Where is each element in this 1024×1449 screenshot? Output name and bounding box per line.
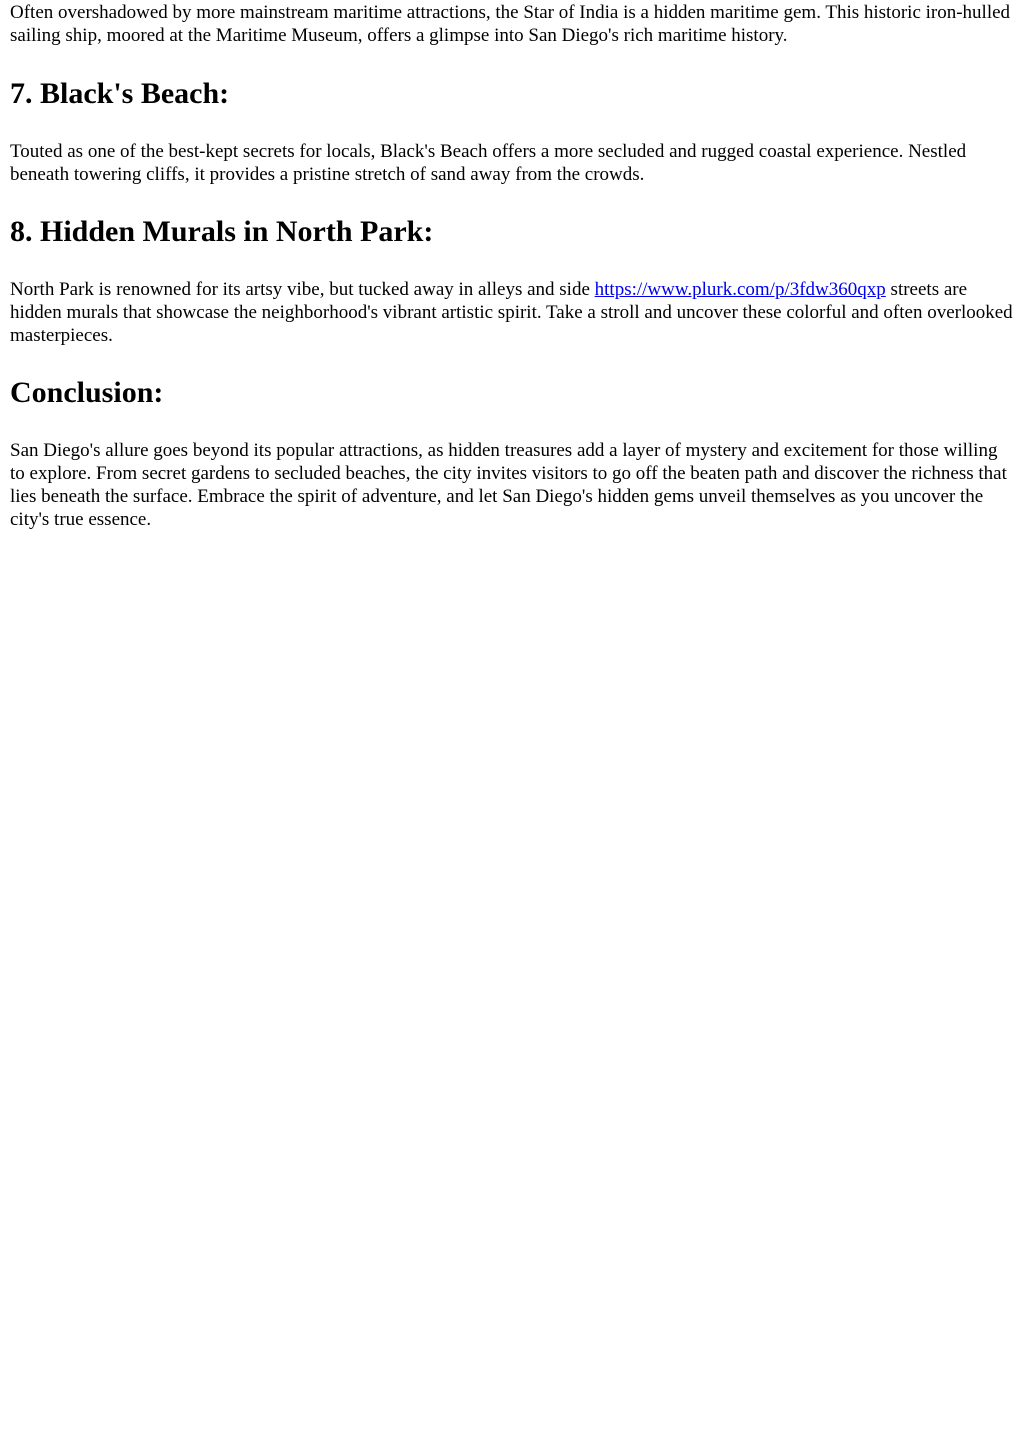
section-paragraph-blacks-beach: Touted as one of the best-kept secrets for locals, Black's Beach offers a more secluded and rugged coastal experience. Nestled beneath towering cliffs, it provides a pristine stretch of sand away from the crowds.: [10, 141, 967, 185]
murals-text-before-link: North Park is renowned for its artsy vibe, but tucked away in alleys and side: [10, 279, 595, 300]
plurk-link[interactable]: https://www.plurk.com/p/3fdw360qxp: [594, 279, 886, 300]
section-heading-conclusion: Conclusion:: [10, 376, 164, 409]
section-paragraph-conclusion: San Diego's allure goes beyond its popular attractions, as hidden treasures add a layer of mystery and excitement for those willing to explore. From secret gardens to secluded beaches, the city invites visitors to go off the beaten path and discover the richness that lies beneath the surface. Embrace the spirit of adventure, and let San Diego's hidden gems unveil themselves as you uncover the city's true essence.: [10, 440, 1007, 530]
murals-text-after-link: streets are hidden murals that showcase the neighborhood's vibrant artistic spirit. Take a stroll and uncover these colorful and often overlooked masterpieces.: [10, 279, 1013, 346]
section-heading-blacks-beach: 7. Black's Beach:: [10, 77, 230, 110]
intro-paragraph: Often overshadowed by more mainstream maritime attractions, the Star of India is a hidden maritime gem. This historic iron-hulled sailing ship, moored at the Maritime Museum, offers a glimpse into San Diego's rich maritime history.: [10, 2, 1011, 46]
section-paragraph-hidden-murals: [10, 278, 1014, 347]
section-heading-hidden-murals: 8. Hidden Murals in North Park:: [10, 215, 434, 248]
